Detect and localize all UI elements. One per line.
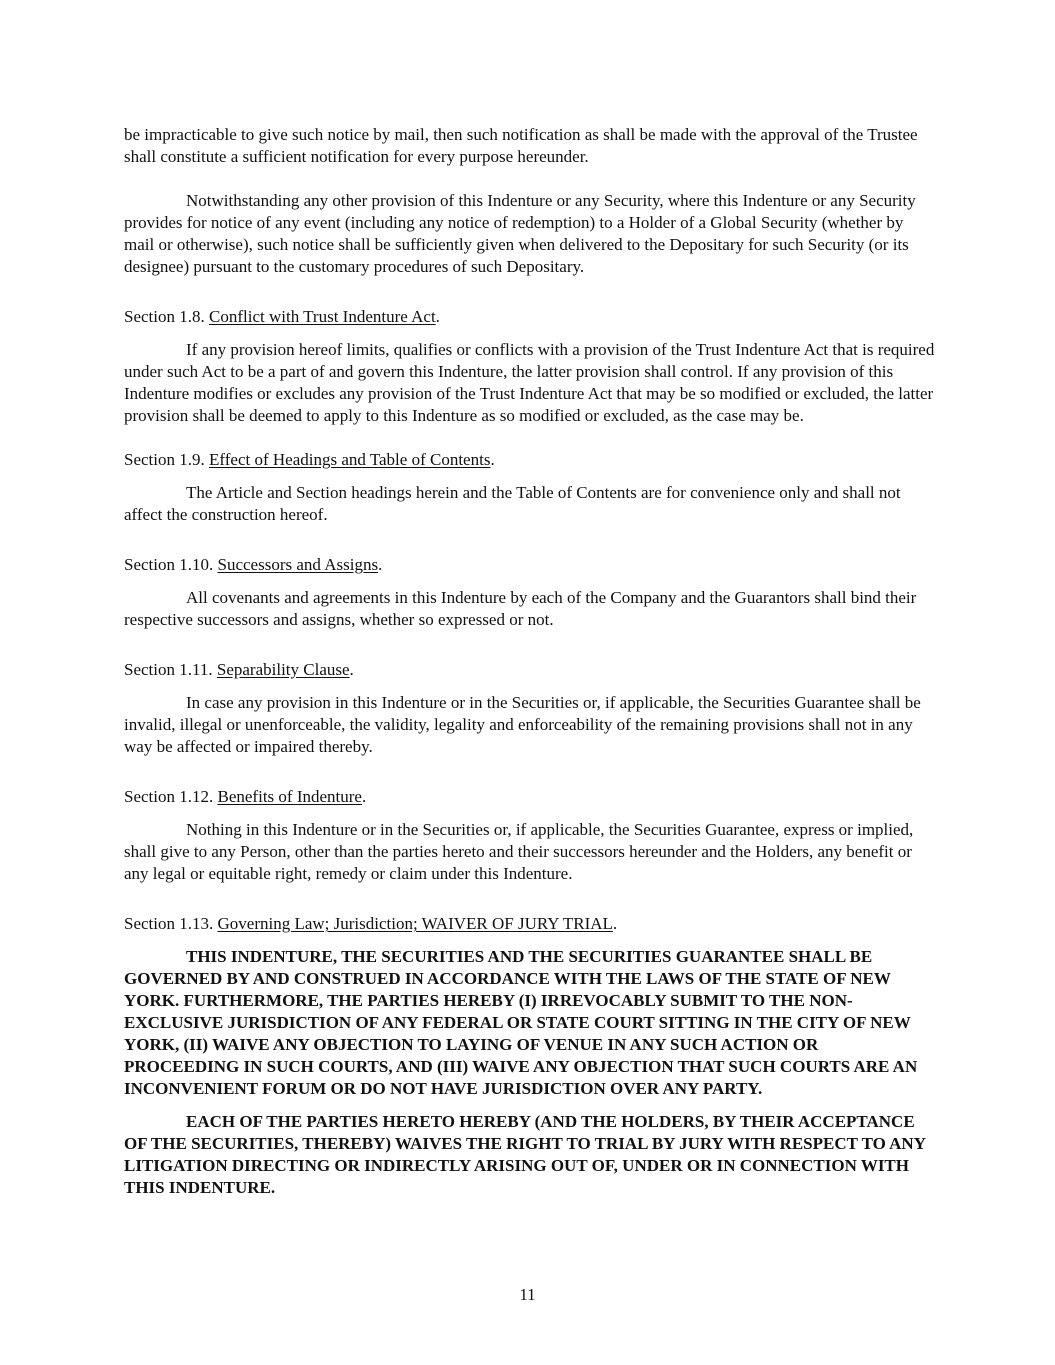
section-number: Section 1.10.: [124, 555, 214, 574]
section-body-1-10: All covenants and agreements in this Indenture by each of the Company and the Guarantors shall bind their respective successors and assigns, whether so expressed or not.: [124, 588, 917, 629]
section-title: Conflict with Trust Indenture Act: [209, 307, 436, 326]
section-heading-1-8: Section 1.8. Conflict with Trust Indenture Act.: [124, 307, 440, 326]
section-heading-1-13: Section 1.13. Governing Law; Jurisdiction; WAIVER OF JURY TRIAL.: [124, 914, 618, 933]
section-title: Successors and Assigns: [217, 555, 379, 574]
continued-paragraph: be impracticable to give such notice by mail, then such notification as shall be made with the approval of the Trustee shall constitute a sufficient notification for every purpose hereunder.: [124, 125, 918, 166]
section-number: Section 1.12.: [124, 787, 214, 806]
section-number: Section 1.9.: [124, 450, 205, 469]
section-heading-1-9: Section 1.9. Effect of Headings and Table of Contents.: [124, 450, 495, 469]
section-title: Separability Clause: [216, 660, 350, 679]
section-heading-1-11: Section 1.11. Separability Clause.: [124, 660, 354, 679]
section-title: Governing Law; Jurisdiction; WAIVER OF JURY TRIAL: [217, 914, 613, 933]
section-body-1-12: Nothing in this Indenture or in the Securities or, if applicable, the Securities Guarantee, express or implied, shall give to any Person, other than the parties hereto and their successors hereunder and the Holders, any benefit or any legal or equitable right, remedy or claim under this Indenture.: [124, 820, 914, 883]
section-body-1-9: The Article and Section headings herein and the Table of Contents are for convenience only and shall not affect the construction hereof.: [124, 483, 901, 524]
section-number: Section 1.11.: [124, 660, 213, 679]
document-page: [124, 124, 936, 1199]
page-number: 11: [519, 1285, 536, 1304]
section-number: Section 1.13.: [124, 914, 214, 933]
section-body-1-11: In case any provision in this Indenture or in the Securities or, if applicable, the Securities Guarantee shall be invalid, illegal or unenforceable, the validity, legality and enforceability of the remaining provisions shall not in any way be affected or impaired thereby.: [124, 693, 921, 756]
section-heading-1-12: Section 1.12. Benefits of Indenture.: [124, 787, 367, 806]
notice-paragraph: Notwithstanding any other provision of this Indenture or any Security, where this Indenture or any Security provides for notice of any event (including any notice of redemption) to a Holder of a Global Security (whether by mail or otherwise), such notice shall be sufficiently given when delivered to the Depositary for such Security (or its designee) pursuant to the customary procedures of such Depositary.: [124, 191, 916, 276]
section-title: Benefits of Indenture: [217, 787, 362, 806]
section-number: Section 1.8.: [124, 307, 205, 326]
section-body-1-13-jury-waiver: EACH OF THE PARTIES HERETO HEREBY (AND THE HOLDERS, BY THEIR ACCEPTANCE OF THE SECURITIES, THEREBY) WAIVES THE RIGHT TO TRIAL BY JURY WITH RESPECT TO ANY LITIGATION DIRECTING OR INDIRECTLY ARISING OUT OF, UNDER OR IN CONNECTION WITH THIS INDENTURE.: [124, 1112, 926, 1197]
section-heading-1-10: Section 1.10. Successors and Assigns.: [124, 555, 383, 574]
section-body-1-8: If any provision hereof limits, qualifies or conflicts with a provision of the Trust Indenture Act that is required under such Act to be a part of and govern this Indenture, the latter provision shall control. If any provision of this Indenture modifies or excludes any provision of the Trust Indenture Act that may be so modified or excluded, the latter provision shall be deemed to apply to this Indenture as so modified or excluded, as the case may be.: [124, 340, 935, 425]
section-body-1-13-governing-law: THIS INDENTURE, THE SECURITIES AND THE SECURITIES GUARANTEE SHALL BE GOVERNED BY AND CONSTRUED IN ACCORDANCE WITH THE LAWS OF THE STATE OF NEW YORK. FURTHERMORE, THE PARTIES HEREBY (I) IRREVOCABLY SUBMIT TO THE NON-EXCLUSIVE JURISDICTION OF ANY FEDERAL OR STATE COURT SITTING IN THE CITY OF NEW YORK, (II) WAIVE ANY OBJECTION TO LAYING OF VENUE IN ANY SUCH ACTION OR PROCEEDING IN SUCH COURTS, AND (III) WAIVE ANY OBJECTION THAT SUCH COURTS ARE AN INCONVENIENT FORUM OR DO NOT HAVE JURISDICTION OVER ANY PARTY.: [124, 947, 918, 1098]
section-title: Effect of Headings and Table of Contents: [209, 450, 491, 469]
